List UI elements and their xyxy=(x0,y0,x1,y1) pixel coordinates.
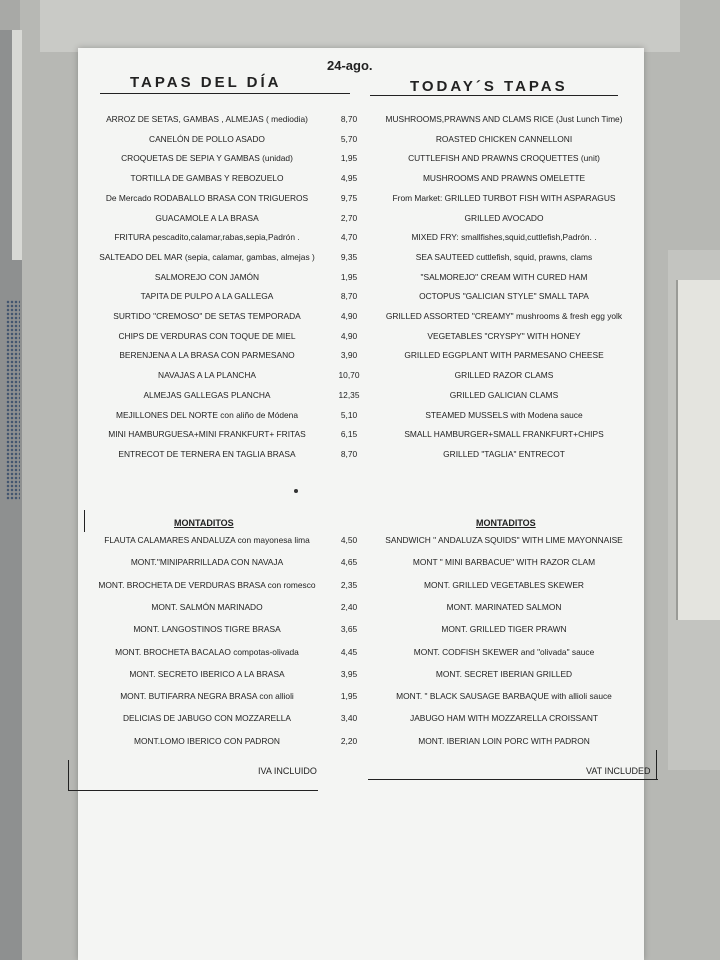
item-price: 10,70 xyxy=(338,370,360,381)
item-name-spanish: FRITURA pescadito,calamar,rabas,sepia,Padrón . xyxy=(114,232,300,243)
item-price: 5,70 xyxy=(340,133,358,144)
item-name-spanish: SALMOREJO CON JAMÓN xyxy=(154,271,260,282)
item-name-spanish: ENTRECOT DE TERNERA EN TAGLIA BRASA xyxy=(118,448,296,459)
item-name-spanish: MONT. BUTIFARRA NEGRA BRASA con allioli xyxy=(120,691,294,702)
item-price: 2,35 xyxy=(340,579,358,590)
item-name-english: MUSHROOMS,PRAWNS AND CLAMS RICE (Just Lunch Time) xyxy=(385,114,623,124)
item-name-spanish: BERENJENA A LA BRASA CON PARMESANO xyxy=(119,350,295,361)
item-name-spanish: GUACAMOLE A LA BRASA xyxy=(155,212,259,223)
menu-item xyxy=(78,647,644,665)
title-english: TODAY´S TAPAS xyxy=(410,78,568,95)
menu-item xyxy=(78,173,644,191)
item-name-english: JABUGO HAM WITH MOZZARELLA CROISSANT xyxy=(410,713,598,724)
item-name-spanish: ARROZ DE SETAS, GAMBAS , ALMEJAS ( mediodia) xyxy=(106,114,308,124)
item-name-spanish: MEJILLONES DEL NORTE con aliño de Módena xyxy=(115,409,298,420)
item-price: 4,95 xyxy=(340,173,358,184)
item-name-spanish: De Mercado RODABALLO BRASA CON TRIGUEROS xyxy=(105,192,309,203)
item-price: 4,90 xyxy=(340,311,358,321)
footer-iva-included: IVA INCLUIDO xyxy=(258,766,317,776)
menu-item xyxy=(78,252,644,270)
item-price: 2,70 xyxy=(340,212,358,223)
item-price: 4,65 xyxy=(340,557,358,568)
item-name-english: "SALMOREJO" CREAM WITH CURED HAM xyxy=(420,271,588,282)
item-name-english: From Market: GRILLED TURBOT FISH WITH ASPARAGUS xyxy=(392,192,616,203)
menu-item xyxy=(78,153,644,171)
item-name-english: MUSHROOMS AND PRAWNS OMELETTE xyxy=(422,173,586,184)
item-price: 3,90 xyxy=(340,350,358,361)
menu-item xyxy=(78,535,644,553)
item-name-spanish: CHIPS DE VERDURAS CON TOQUE DE MIEL xyxy=(118,330,296,341)
item-name-english: MONT. GRILLED VEGETABLES SKEWER xyxy=(424,579,584,590)
item-price: 5,10 xyxy=(340,409,358,420)
background-right-panel xyxy=(676,280,720,620)
item-price: 3,65 xyxy=(340,624,358,635)
item-name-spanish: NAVAJAS A LA PLANCHA xyxy=(158,370,256,381)
item-name-english: MONT. GRILLED TIGER PRAWN xyxy=(441,624,567,635)
menu-item xyxy=(78,272,644,290)
menu-item xyxy=(78,624,644,642)
item-name-english: SEA SAUTEED cuttlefish, squid, prawns, clams xyxy=(415,251,593,262)
item-price: 1,95 xyxy=(340,691,358,702)
menu-item xyxy=(78,390,644,408)
item-price: 1,95 xyxy=(340,153,358,164)
footer-mark-right xyxy=(656,750,657,780)
item-name-spanish: TORTILLA DE GAMBAS Y REBOZUELO xyxy=(130,173,284,184)
item-name-spanish: SURTIDO "CREMOSO" DE SETAS TEMPORADA xyxy=(113,311,301,321)
item-name-english: MONT. SECRET IBERIAN GRILLED xyxy=(435,668,573,679)
menu-item xyxy=(78,580,644,598)
item-name-english: MONT. MARINATED SALMON xyxy=(446,601,562,612)
background-top xyxy=(40,0,680,52)
title-underline-spanish xyxy=(100,93,350,94)
item-name-spanish: TAPITA DE PULPO A LA GALLEGA xyxy=(140,291,274,302)
background-left-strip xyxy=(12,30,22,260)
item-name-english: GRILLED AVOCADO xyxy=(464,212,544,223)
item-price: 4,70 xyxy=(340,232,358,243)
menu-item xyxy=(78,350,644,368)
item-name-english: ROASTED CHICKEN CANNELLONI xyxy=(435,133,573,144)
item-price: 9,75 xyxy=(340,192,358,203)
item-name-spanish: SALTEADO DEL MAR (sepia, calamar, gambas, almejas ) xyxy=(99,251,315,262)
item-price: 4,50 xyxy=(340,535,358,545)
item-name-spanish: MONT. BROCHETA BACALAO compotas-olivada xyxy=(115,646,299,657)
item-name-english: MONT " MINI BARBACUE" WITH RAZOR CLAM xyxy=(412,557,596,568)
mark-dot xyxy=(294,489,298,493)
footer-mark-left xyxy=(68,760,69,790)
item-name-english: SMALL HAMBURGER+SMALL FRANKFURT+CHIPS xyxy=(404,429,604,440)
item-name-english: GRILLED "TAGLIA" ENTRECOT xyxy=(443,448,565,459)
footer-rule-spanish xyxy=(68,790,318,791)
footer-vat-included: VAT INCLUDED xyxy=(586,766,651,776)
footer-rule-english xyxy=(368,779,658,780)
item-name-english: MONT. CODFISH SKEWER and "olivada" sauce xyxy=(413,646,595,657)
item-name-spanish: MONT. SECRETO IBERICO A LA BRASA xyxy=(129,668,285,679)
menu-item xyxy=(78,449,644,467)
item-price: 3,40 xyxy=(340,713,358,724)
background-pattern xyxy=(6,300,20,500)
item-price: 9,35 xyxy=(340,251,358,262)
item-price: 2,40 xyxy=(340,601,358,612)
menu-item xyxy=(78,691,644,709)
menu-item xyxy=(78,331,644,349)
item-name-english: OCTOPUS "GALICIAN STYLE" SMALL TAPA xyxy=(419,291,589,302)
menu-item xyxy=(78,557,644,575)
item-name-spanish: MONT."MINIPARRILLADA CON NAVAJA xyxy=(130,557,284,568)
menu-item xyxy=(78,232,644,250)
menu-item xyxy=(78,370,644,388)
item-name-english: MONT. " BLACK SAUSAGE BARBAQUE with allioli sauce xyxy=(396,691,612,702)
item-price: 2,20 xyxy=(340,735,358,746)
menu-item xyxy=(78,213,644,231)
item-name-english: STEAMED MUSSELS with Modena sauce xyxy=(425,409,583,420)
item-price: 4,90 xyxy=(340,330,358,341)
item-name-english: MONT. IBERIAN LOIN PORC WITH PADRON xyxy=(418,735,590,746)
item-price: 1,95 xyxy=(340,271,358,282)
item-name-spanish: DELICIAS DE JABUGO CON MOZZARELLA xyxy=(123,713,291,724)
item-name-english: SANDWICH " ANDALUZA SQUIDS" WITH LIME MAYONNAISE xyxy=(385,535,623,545)
menu-item xyxy=(78,291,644,309)
item-price: 8,70 xyxy=(340,114,358,124)
menu-item xyxy=(78,602,644,620)
item-name-english: GRILLED GALICIAN CLAMS xyxy=(449,389,559,400)
menu-item xyxy=(78,410,644,428)
section-mark-left xyxy=(84,510,85,532)
item-name-spanish: MINI HAMBURGUESA+MINI FRANKFURT+ FRITAS xyxy=(108,429,306,440)
item-name-english: GRILLED EGGPLANT WITH PARMESANO CHEESE xyxy=(404,350,604,361)
item-name-spanish: MONT. SALMÓN MARINADO xyxy=(151,601,263,612)
item-name-english: GRILLED ASSORTED "CREAMY" mushrooms & fresh egg yolk xyxy=(385,311,623,321)
menu-date: 24-ago. xyxy=(327,58,373,73)
item-name-spanish: CANELÓN DE POLLO ASADO xyxy=(149,133,265,144)
item-name-spanish: MONT. BROCHETA DE VERDURAS BRASA con romesco xyxy=(98,579,316,590)
item-price: 4,45 xyxy=(340,646,358,657)
item-name-english: GRILLED RAZOR CLAMS xyxy=(454,370,554,381)
item-name-english: VEGETABLES "CRYSPY" WITH HONEY xyxy=(427,330,581,341)
menu-item xyxy=(78,736,644,754)
item-name-english: CUTTLEFISH AND PRAWNS CROQUETTES (unit) xyxy=(408,153,600,164)
item-price: 8,70 xyxy=(340,448,358,459)
title-spanish: TAPAS DEL DÍA xyxy=(130,74,282,91)
menu-item xyxy=(78,429,644,447)
menu-item xyxy=(78,311,644,329)
item-name-english: MIXED FRY: smallfishes,squid,cuttlefish,Padrón. . xyxy=(411,232,597,243)
item-name-spanish: FLAUTA CALAMARES ANDALUZA con mayonesa lima xyxy=(104,535,310,545)
montaditos-title-english: MONTADITOS xyxy=(476,518,536,528)
item-price: 12,35 xyxy=(338,389,360,400)
menu-item xyxy=(78,713,644,731)
menu-item xyxy=(78,669,644,687)
title-underline-english xyxy=(370,95,618,96)
montaditos-title-spanish: MONTADITOS xyxy=(174,518,234,528)
item-name-spanish: CROQUETAS DE SEPIA Y GAMBAS (unidad) xyxy=(121,153,293,164)
menu-sheet xyxy=(78,48,651,960)
item-price: 6,15 xyxy=(340,429,358,440)
item-price: 3,95 xyxy=(340,668,358,679)
item-name-spanish: ALMEJAS GALLEGAS PLANCHA xyxy=(143,389,271,400)
menu-item xyxy=(78,193,644,211)
item-price: 8,70 xyxy=(340,291,358,302)
item-name-spanish: MONT. LANGOSTINOS TIGRE BRASA xyxy=(133,624,281,635)
menu-item xyxy=(78,134,644,152)
menu-item xyxy=(78,114,644,132)
item-name-spanish: MONT.LOMO IBERICO CON PADRON xyxy=(134,735,280,746)
